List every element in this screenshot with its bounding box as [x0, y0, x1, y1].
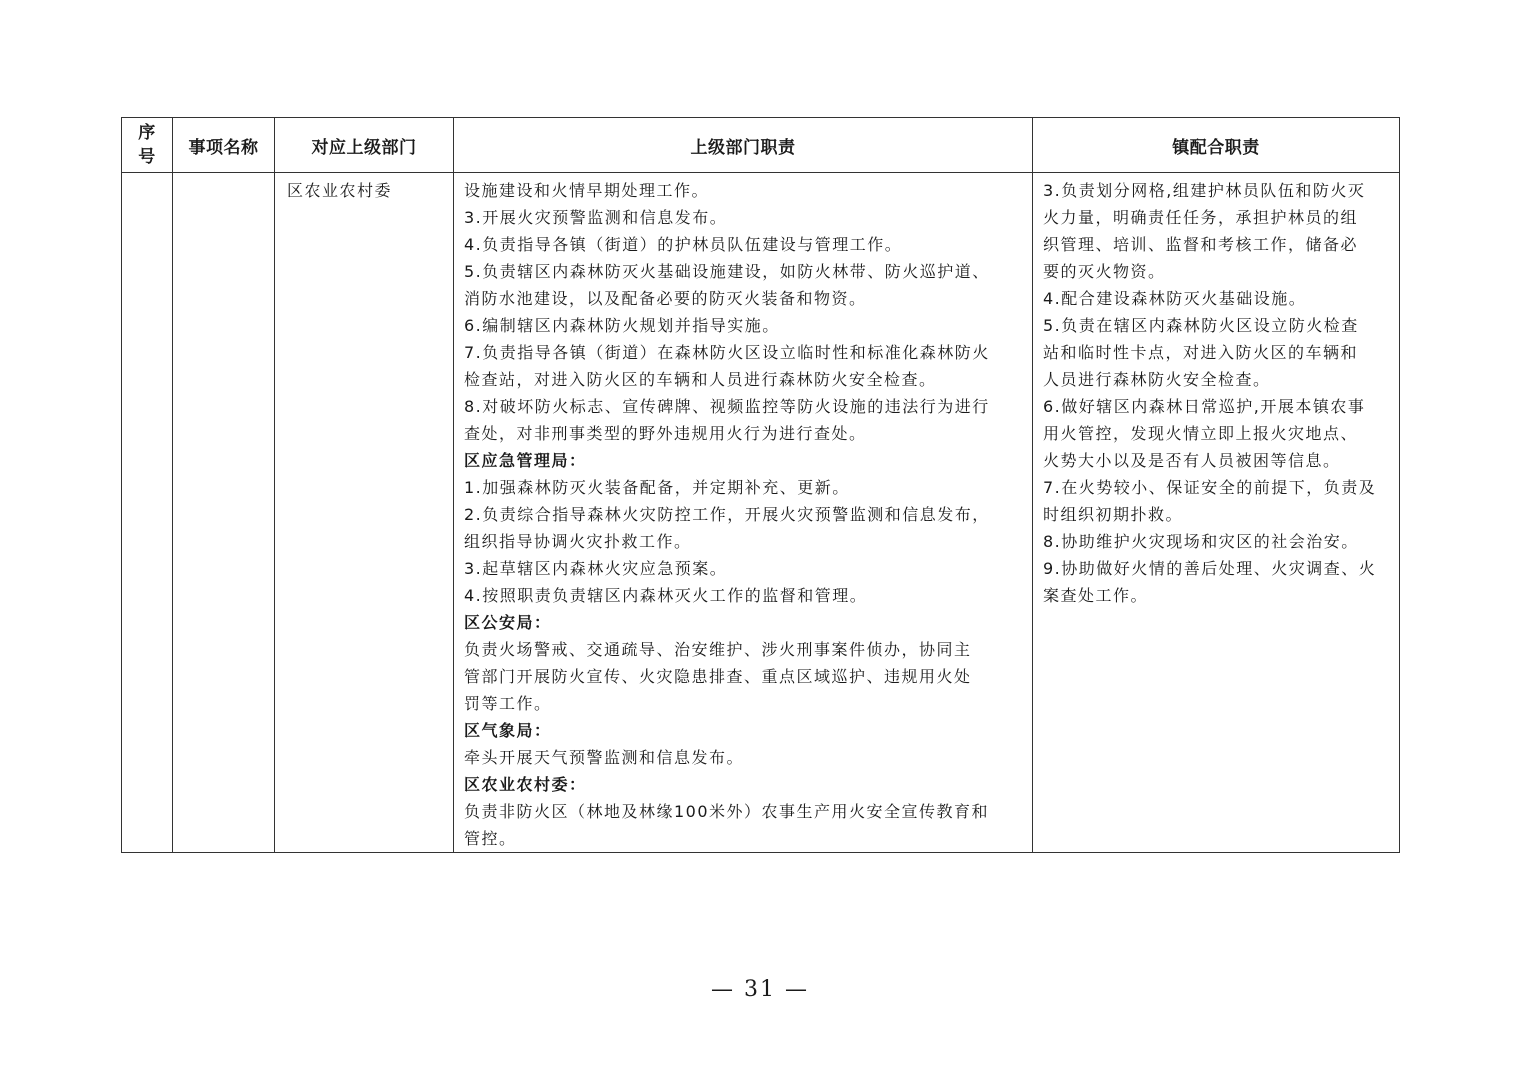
superior-duty-line: 5.负责辖区内森林防灭火基础设施建设，如防火林带、防火巡护道、	[464, 262, 990, 281]
town-duty-line: 用火管控，发现火情立即上报火灾地点、	[1043, 424, 1359, 443]
town-duty-line: 要的灭火物资。	[1043, 262, 1166, 281]
superior-duty-line: 3.开展火灾预警监测和信息发布。	[464, 208, 728, 227]
superior-duty-line: 3.起草辖区内森林火灾应急预案。	[464, 559, 728, 578]
superior-duty-line: 4.按照职责负责辖区内森林灭火工作的监督和管理。	[464, 586, 868, 605]
superior-duty-line: 管控。	[464, 829, 517, 848]
table-row	[122, 173, 1400, 853]
header-item-name: 事项名称	[173, 118, 275, 173]
town-duty-line: 4.配合建设森林防灭火基础设施。	[1043, 289, 1307, 308]
table-header-row	[122, 118, 1400, 173]
town-duty-line: 火力量，明确责任任务，承担护林员的组	[1043, 208, 1359, 227]
cell-superior-duty	[454, 173, 1033, 853]
superior-duty-heading: 区气象局：	[464, 721, 552, 740]
superior-duty-line: 负责非防火区（林地及林缘100米外）农事生产用火安全宣传教育和	[464, 802, 990, 821]
superior-duty-line: 2.负责综合指导森林火灾防控工作，开展火灾预警监测和信息发布，	[464, 505, 990, 524]
header-seq	[122, 118, 173, 173]
superior-duty-heading: 区农业农村委：	[464, 775, 587, 794]
superior-duty-line: 组织指导协调火灾扑救工作。	[464, 532, 692, 551]
superior-duty-heading: 区应急管理局：	[464, 451, 587, 470]
town-duty-line: 织管理、培训、监督和考核工作，储备必	[1043, 235, 1359, 254]
page-number: — 31 —	[711, 977, 809, 1002]
town-duty-line: 3.负责划分网格,组建护林员队伍和防火灭	[1043, 181, 1366, 200]
superior-duty-line: 负责火场警戒、交通疏导、治安维护、涉火刑事案件侦办，协同主	[464, 640, 972, 659]
superior-duty-heading: 区公安局：	[464, 613, 552, 632]
town-duty-line: 人员进行森林防火安全检查。	[1043, 370, 1271, 389]
superior-duty-line: 查处，对非刑事类型的野外违规用火行为进行查处。	[464, 424, 867, 443]
town-duty-line: 6.做好辖区内森林日常巡护,开展本镇农事	[1043, 397, 1366, 416]
cell-item-name	[173, 173, 275, 853]
superior-duty-line: 检查站，对进入防火区的车辆和人员进行森林防火安全检查。	[464, 370, 937, 389]
superior-duty-line: 罚等工作。	[464, 694, 552, 713]
town-duty-line: 案查处工作。	[1043, 586, 1149, 605]
cell-town-duty	[1033, 173, 1400, 853]
superior-duty-line: 8.对破坏防火标志、宣传碑牌、视频监控等防火设施的违法行为进行	[464, 397, 990, 416]
superior-duty-line: 1.加强森林防灭火装备配备，并定期补充、更新。	[464, 478, 850, 497]
superior-duty-line: 7.负责指导各镇（街道）在森林防火区设立临时性和标准化森林防火	[464, 343, 990, 362]
header-seq-line2: 号	[138, 147, 156, 167]
superior-duty-line: 4.负责指导各镇（街道）的护林员队伍建设与管理工作。	[464, 235, 903, 254]
town-duty-line: 火势大小以及是否有人员被困等信息。	[1043, 451, 1341, 470]
superior-duty-line: 管部门开展防火宣传、火灾隐患排查、重点区域巡护、违规用火处	[464, 667, 972, 686]
town-duty-line: 站和临时性卡点，对进入防火区的车辆和	[1043, 343, 1359, 362]
superior-duty-line: 设施建设和火情早期处理工作。	[464, 181, 710, 200]
header-superior-dept: 对应上级部门	[275, 118, 454, 173]
header-seq-line1: 序	[138, 123, 156, 143]
town-duty-line: 5.负责在辖区内森林防火区设立防火检查	[1043, 316, 1359, 335]
town-duty-line: 8.协助维护火灾现场和灾区的社会治安。	[1043, 532, 1359, 551]
superior-duty-line: 6.编制辖区内森林防火规划并指导实施。	[464, 316, 780, 335]
duty-table	[121, 117, 1400, 853]
header-town-duty: 镇配合职责	[1033, 118, 1400, 173]
cell-seq	[122, 173, 173, 853]
town-duty-line: 9.协助做好火情的善后处理、火灾调查、火	[1043, 559, 1377, 578]
superior-duty-line: 牵头开展天气预警监测和信息发布。	[464, 748, 745, 767]
cell-superior-dept: 区农业农村委	[275, 173, 454, 853]
town-duty-line: 7.在火势较小、保证安全的前提下，负责及	[1043, 478, 1377, 497]
header-superior-duty: 上级部门职责	[454, 118, 1033, 173]
town-duty-line: 时组织初期扑救。	[1043, 505, 1184, 524]
superior-duty-line: 消防水池建设，以及配备必要的防灭火装备和物资。	[464, 289, 867, 308]
